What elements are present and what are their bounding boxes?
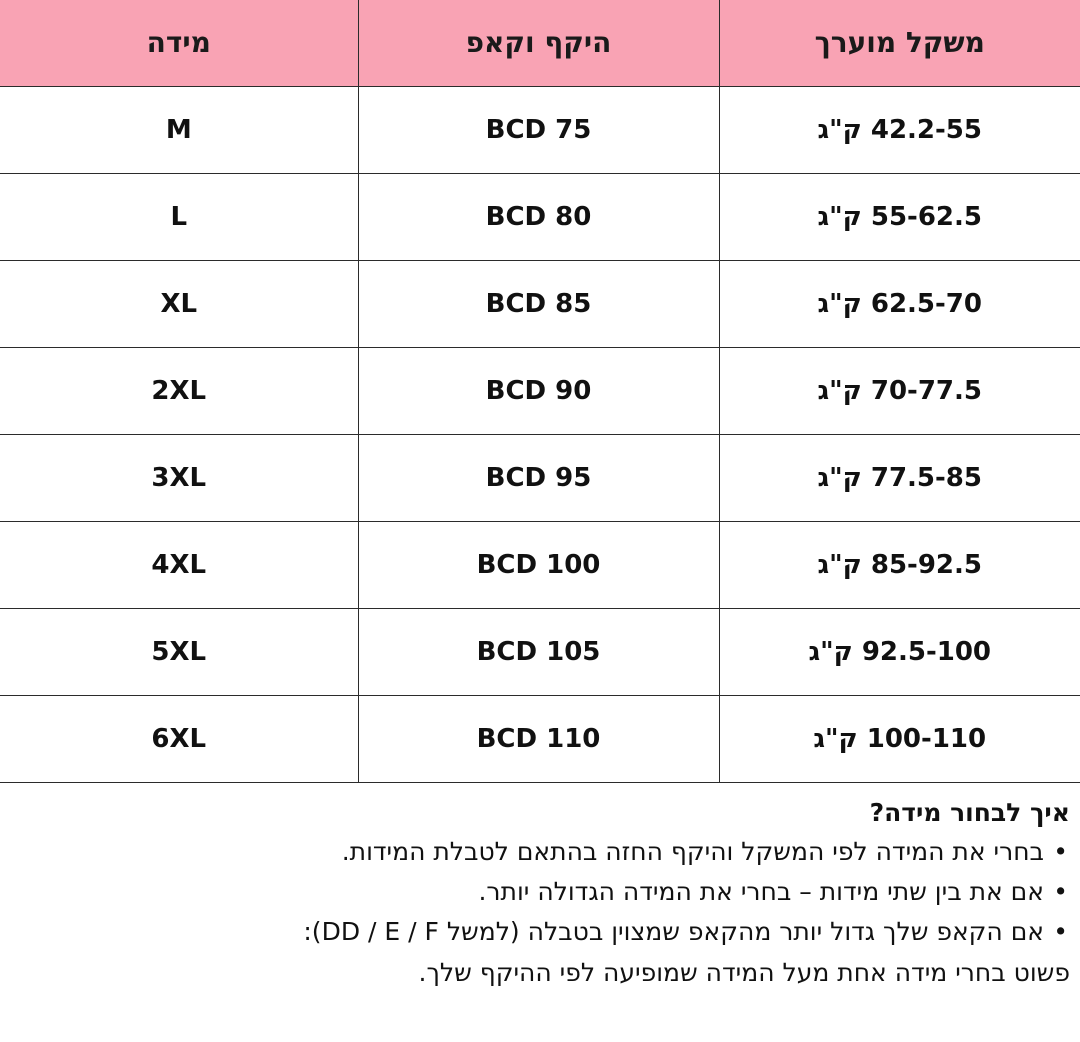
cell-weight: 85-92.5 ק"ג [719, 521, 1080, 608]
table-row [0, 695, 1080, 782]
table-row [0, 434, 1080, 521]
cell-weight: 42.2-55 ק"ג [719, 86, 1080, 173]
cell-size: M [0, 86, 358, 173]
cell-weight: 77.5-85 ק"ג [719, 434, 1080, 521]
table-header [0, 0, 1080, 86]
table-row [0, 173, 1080, 260]
cell-size: 2XL [0, 347, 358, 434]
cell-cup: BCD 110 [358, 695, 719, 782]
cell-weight: 55-62.5 ק"ג [719, 173, 1080, 260]
cell-cup: BCD 105 [358, 608, 719, 695]
cell-cup: BCD 75 [358, 86, 719, 173]
cell-weight: 100-110 ק"ג [719, 695, 1080, 782]
cell-weight: 62.5-70 ק"ג [719, 260, 1080, 347]
column-header-cup: היקף וקאפ [358, 0, 719, 86]
notes-list [10, 834, 1070, 951]
cell-size: 4XL [0, 521, 358, 608]
cell-cup: BCD 90 [358, 347, 719, 434]
table-row [0, 260, 1080, 347]
table-row [0, 347, 1080, 434]
cell-size: 5XL [0, 608, 358, 695]
column-header-size: מידה [0, 0, 358, 86]
table-row [0, 521, 1080, 608]
cell-weight: 70-77.5 ק"ג [719, 347, 1080, 434]
list-item: • אם הקאפ שלך גדול יותר מהקאפ שמצוין בטבלה (למשל DD / E / F): [10, 914, 1070, 950]
cell-cup: BCD 80 [358, 173, 719, 260]
cell-weight: 92.5-100 ק"ג [719, 608, 1080, 695]
cell-size: 6XL [0, 695, 358, 782]
column-header-weight: משקל מוערך [719, 0, 1080, 86]
cell-size: XL [0, 260, 358, 347]
size-guide-notes [0, 783, 1080, 991]
list-item: • בחרי את המידה לפי המשקל והיקף החזה בהתאם לטבלת המידות. [10, 834, 1070, 870]
table-row [0, 86, 1080, 173]
notes-title: איך לבחור מידה? [869, 797, 1070, 827]
table-header-row [0, 0, 1080, 86]
cell-cup: BCD 100 [358, 521, 719, 608]
table-row [0, 608, 1080, 695]
cell-size: 3XL [0, 434, 358, 521]
cell-size: L [0, 173, 358, 260]
notes-sub-text: פשוט בחרי מידה אחת מעל המידה שמופיעה לפי ההיקף שלך. [418, 957, 1070, 987]
list-item: • אם את בין שתי מידות – בחרי את המידה הגדולה יותר. [10, 874, 1070, 910]
cell-cup: BCD 85 [358, 260, 719, 347]
cell-cup: BCD 95 [358, 434, 719, 521]
table-body [0, 86, 1080, 782]
